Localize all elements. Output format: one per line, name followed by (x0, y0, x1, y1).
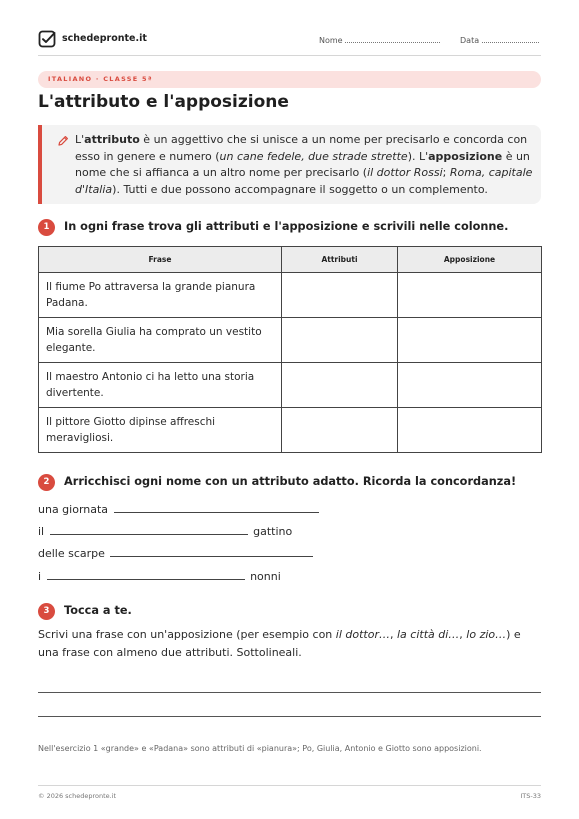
attributi-answer-cell[interactable] (282, 363, 398, 408)
prompt-example-1: il dottor… (335, 628, 390, 641)
prompt-text-2: , (389, 628, 397, 641)
prompt-text-3: , (459, 628, 467, 641)
fill-blank-1[interactable] (114, 500, 319, 513)
exercise-1-number: 1 (38, 219, 55, 236)
info-text-2: è un aggettivo che si unisce a un nome per precisarlo e concorda con esso in genere e numero ( (75, 133, 528, 163)
fill-line-3-noun: delle scarpe (38, 547, 105, 560)
prompt-example-3: lo zio… (466, 628, 507, 641)
table-row (39, 273, 542, 318)
sentence-cell: Il fiume Po attraversa la grande pianura Padana. (39, 273, 282, 318)
column-header-attributi: Attributi (282, 247, 398, 273)
info-example-1: un cane fedele, due strade strette (219, 149, 408, 163)
fill-blank-3[interactable] (110, 544, 313, 557)
fill-blank-4[interactable] (47, 567, 245, 580)
sentence-cell: Il maestro Antonio ci ha letto una storia divertente. (39, 363, 282, 408)
fill-line-4 (38, 567, 281, 583)
fill-line-1-noun: una giornata (38, 503, 109, 516)
table-row (39, 408, 542, 453)
column-header-frase: Frase (39, 247, 282, 273)
subject-tag: ITALIANO · CLASSE 5ª (38, 71, 541, 88)
name-label: Nome (319, 36, 343, 45)
name-field (319, 35, 440, 45)
fill-line-4-noun: nonni (250, 570, 281, 583)
attributi-answer-cell[interactable] (282, 318, 398, 363)
apposizione-answer-cell[interactable] (398, 408, 542, 453)
fill-blank-2[interactable] (50, 522, 248, 535)
column-header-apposizione: Apposizione (398, 247, 542, 273)
apposizione-answer-cell[interactable] (398, 363, 542, 408)
table-row (39, 318, 542, 363)
date-label: Data (460, 36, 480, 45)
info-text-4: è un nome che si affianca a un altro nome per precisarlo ( (75, 149, 530, 180)
footer-code: ITS-33 (520, 792, 541, 800)
pencil-icon (57, 135, 69, 147)
exercise-1-table (38, 246, 542, 453)
exercise-3-number: 3 (38, 603, 55, 620)
info-example-2: il dottor Rossi (367, 166, 443, 180)
name-blank (345, 35, 440, 43)
attributi-answer-cell[interactable] (282, 408, 398, 453)
table-header-row (39, 247, 542, 273)
prompt-text-4: ) e una frase con almeno due attributi. Sottolineali. (38, 628, 521, 659)
date-blank (482, 35, 539, 43)
exercise-1-title: In ogni frase trova gli attributi e l'apposizione e scrivili nelle colonne. (64, 220, 509, 233)
header-divider (38, 55, 541, 56)
info-term-apposizione: apposizione (428, 149, 503, 163)
exercise-2-title: Arricchisci ogni nome con un attributo adatto. Ricorda la concordanza! (64, 475, 517, 488)
fill-line-2-article: il (38, 525, 45, 538)
prompt-example-2: la città di… (396, 628, 460, 641)
apposizione-answer-cell[interactable] (398, 318, 542, 363)
exercise-2-number: 2 (38, 474, 55, 491)
info-text-6: ). Tutti e due possono accompagnare il soggetto o un complemento. (112, 183, 488, 197)
exercise-3-prompt (38, 626, 541, 661)
table-row (39, 363, 542, 408)
date-field (460, 35, 539, 45)
attributi-answer-cell[interactable] (282, 273, 398, 318)
site-name: schedepronte.it (62, 33, 147, 44)
sentence-cell: Mia sorella Giulia ha comprato un vestito elegante. (39, 318, 282, 363)
info-text-3: ). L' (407, 149, 429, 163)
info-text-1: L' (75, 133, 85, 146)
page-title: L'attributo e l'apposizione (38, 92, 289, 112)
writing-line-1[interactable] (38, 692, 541, 693)
info-box (38, 125, 541, 204)
page-header (38, 28, 541, 52)
apposizione-answer-cell[interactable] (398, 273, 542, 318)
info-term-attributo: attributo (84, 133, 140, 146)
footer-copyright: © 2026 schedepronte.it (38, 792, 117, 800)
fill-line-4-article: i (38, 570, 42, 583)
info-text-5: ; (442, 166, 450, 180)
sentence-cell: Il pittore Giotto dipinse affreschi meravigliosi. (39, 408, 282, 453)
fill-line-2 (38, 522, 292, 538)
info-text (75, 132, 537, 199)
checkbox-logo-icon (38, 30, 56, 48)
fill-line-1 (38, 500, 321, 516)
fill-line-2-noun: gattino (253, 525, 293, 538)
writing-line-2[interactable] (38, 716, 541, 717)
info-example-3: Roma, capitale d'Italia (75, 166, 533, 197)
fill-line-3 (38, 544, 315, 560)
footer-divider (38, 785, 541, 786)
answer-note: Nell'esercizio 1 «grande» e «Padana» sono attributi di «pianura»; Po, Giulia, Antonio e Giotto sono apposizioni. (38, 744, 482, 753)
exercise-3-title: Tocca a te. (64, 604, 132, 617)
prompt-text-1: Scrivi una frase con un'apposizione (per esempio con (38, 628, 336, 641)
